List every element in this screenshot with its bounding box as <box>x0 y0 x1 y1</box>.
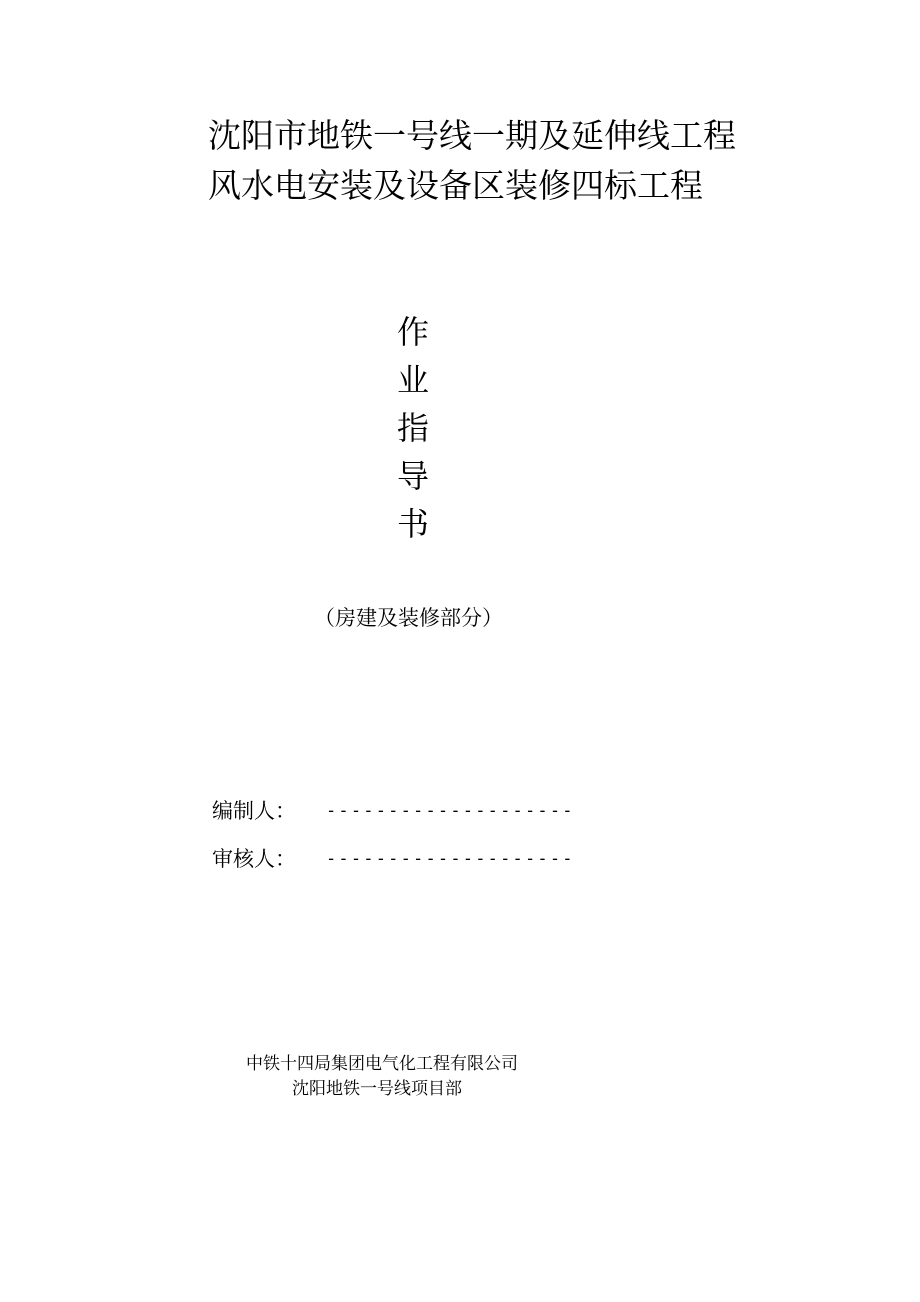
subtitle: （房建及装修部分） <box>314 606 503 630</box>
reviewer-label: 审核人： <box>212 847 296 871</box>
title-line-1: 沈阳市地铁一号线一期及延伸线工程 <box>208 116 736 155</box>
document-type-char: 业 <box>396 361 429 399</box>
document-type-char: 导 <box>396 457 429 495</box>
organization-name: 中铁十四局集团电气化工程有限公司 <box>246 1054 518 1074</box>
document-type-char: 作 <box>396 313 429 351</box>
compiler-signature-line: -------------------- <box>326 801 575 821</box>
reviewer-signature-line: -------------------- <box>326 849 575 869</box>
compiler-label: 编制人： <box>212 799 296 823</box>
compiler-row <box>212 796 575 826</box>
title-line-2: 风水电安装及设备区装修四标工程 <box>208 166 703 205</box>
reviewer-row <box>212 844 575 874</box>
document-type-title <box>393 308 433 548</box>
project-department: 沈阳地铁一号线项目部 <box>292 1079 462 1099</box>
document-type-char: 指 <box>396 409 429 447</box>
document-type-char: 书 <box>396 505 429 543</box>
